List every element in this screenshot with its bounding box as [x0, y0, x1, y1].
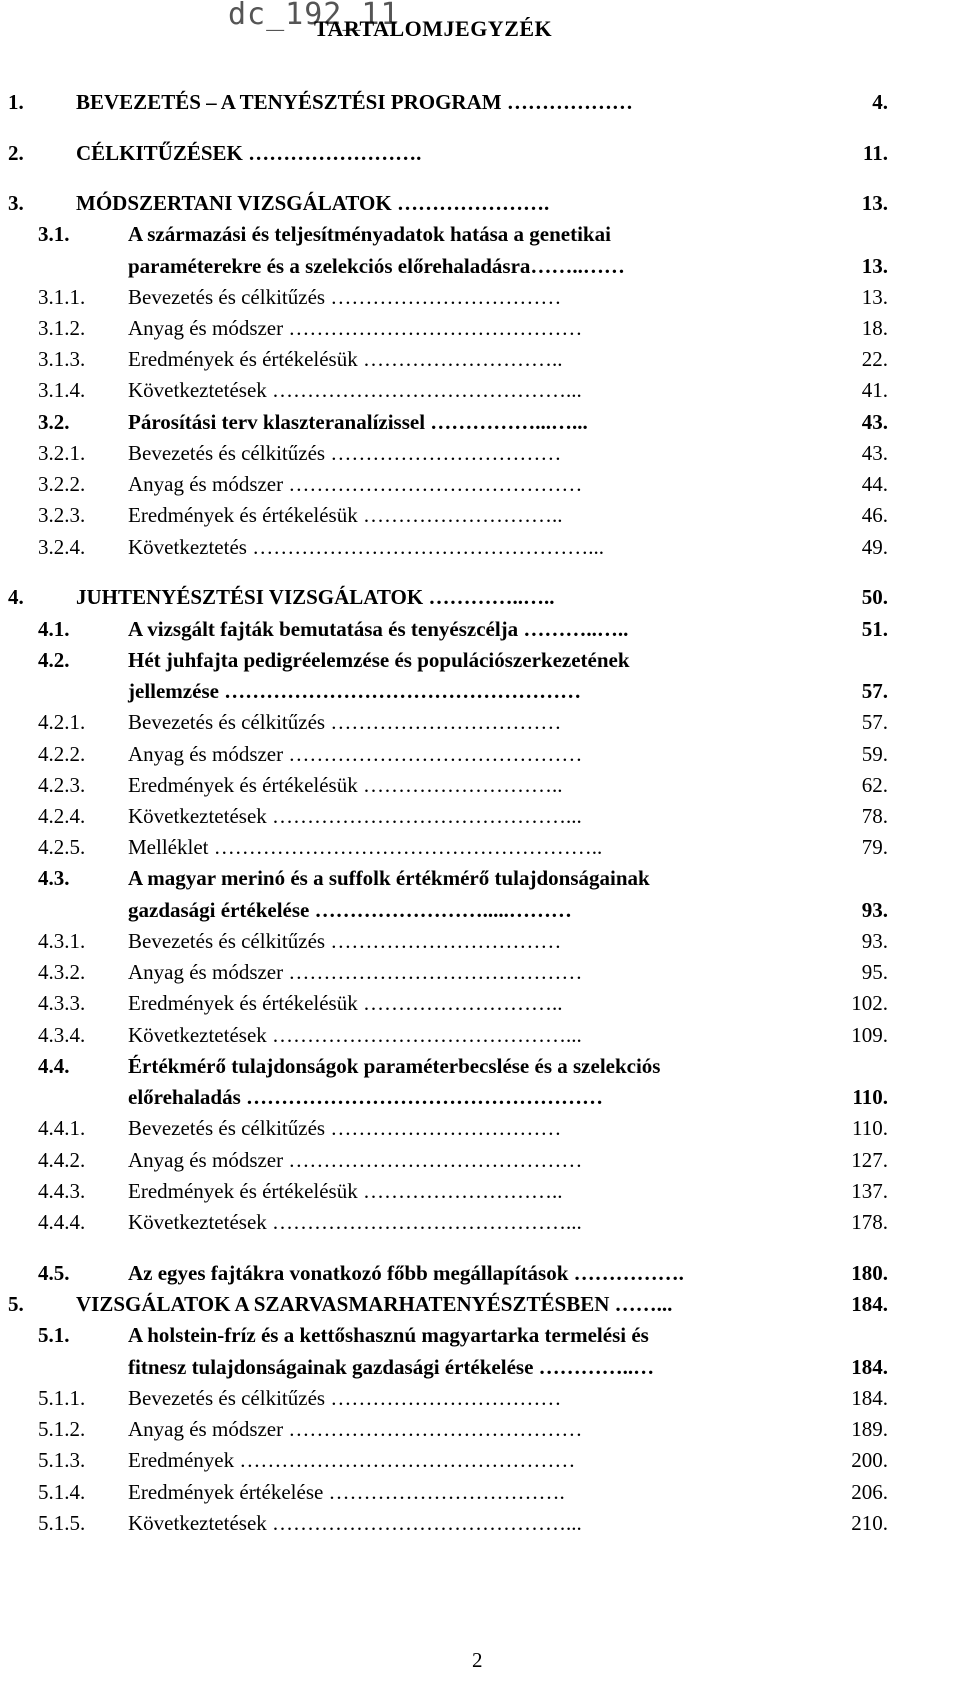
toc-entry-page: 102.: [851, 991, 888, 1015]
toc-entry-title: VIZSGÁLATOK A SZARVASMARHATENYÉSZTÉSBEN ……...: [76, 1292, 673, 1316]
toc-entry-page: 109.: [851, 1023, 888, 1047]
toc-entry: [0, 1259, 960, 1287]
watermark: dc_192_11: [228, 0, 400, 32]
toc-entry-page: 93.: [861, 929, 888, 953]
toc-entry-page: 110.: [852, 1085, 888, 1109]
toc-entry-number: 5.1.2.: [38, 1417, 86, 1441]
toc-entry-number: 4.3.3.: [38, 991, 86, 1015]
toc-entry-page: 13.: [861, 285, 888, 309]
toc-entry: [0, 864, 960, 892]
toc-entry-page: 184.: [851, 1355, 888, 1379]
toc-entry: [0, 533, 960, 561]
toc-entry: [0, 708, 960, 736]
toc-entry-title: Bevezetés és célkitűzés ……………………………: [128, 710, 562, 734]
toc-entry: [0, 1353, 960, 1381]
toc-entry-title: CÉLKITŰZÉSEK …………………….: [76, 141, 422, 165]
toc-entry-number: 4.4.: [38, 1054, 70, 1078]
toc-entry: [0, 1321, 960, 1349]
toc-entry-number: 4.2.4.: [38, 804, 86, 828]
toc-entry-page: 11.: [862, 141, 888, 165]
toc-entry: [0, 615, 960, 643]
toc-entry-page: 57.: [861, 679, 888, 703]
toc-entry: [0, 1415, 960, 1443]
toc-entry-number: 5.1.: [38, 1323, 70, 1347]
toc-entry-title: Bevezetés és célkitűzés ……………………………: [128, 929, 562, 953]
toc-entry-page: 46.: [861, 503, 888, 527]
toc-entry-number: 3.2.1.: [38, 441, 86, 465]
toc-entry-title: Bevezetés és célkitűzés ……………………………: [128, 1386, 562, 1410]
toc-entry-title: Eredmények és értékelésük ………………………..: [128, 347, 563, 371]
toc-entry: [0, 345, 960, 373]
toc-entry-title: BEVEZETÉS – A TENYÉSZTÉSI PROGRAM ………………: [76, 90, 633, 114]
toc-entry-number: 3.1.4.: [38, 378, 86, 402]
toc-entry-number: 4.4.3.: [38, 1179, 86, 1203]
page-number: 2: [472, 1648, 483, 1672]
toc-entry-title: A holstein-fríz és a kettőshasznú magyartarka termelési és: [128, 1323, 649, 1347]
toc-entry-number: 3.1.2.: [38, 316, 86, 340]
toc-entry-number: 4.4.2.: [38, 1148, 86, 1172]
toc-entry-title: Bevezetés és célkitűzés ……………………………: [128, 285, 562, 309]
toc-entry: [0, 439, 960, 467]
toc-entry-title: Értékmérő tulajdonságok paraméterbecslése és a szelekciós: [128, 1054, 661, 1078]
page-title: TARTALOMJEGYZÉK: [314, 16, 553, 41]
toc-entry-title: A származási és teljesítményadatok hatása a genetikai: [128, 222, 611, 246]
toc-entry-title: Anyag és módszer ……………………………………: [128, 1417, 583, 1441]
toc-entry-number: 3.1.1.: [38, 285, 86, 309]
toc-entry-page: 93.: [861, 898, 888, 922]
toc-entry-title: Eredmények és értékelésük ………………………..: [128, 773, 563, 797]
toc-entry-number: 3.2.: [38, 410, 70, 434]
toc-entry-page: 206.: [851, 1480, 888, 1504]
toc-entry-page: 210.: [851, 1511, 888, 1535]
toc-entry: [0, 1384, 960, 1412]
toc-entry: [0, 927, 960, 955]
toc-entry-page: 22.: [861, 347, 888, 371]
toc-entry: [0, 376, 960, 404]
toc-entry-number: 4.3.4.: [38, 1023, 86, 1047]
toc-entry: [0, 1146, 960, 1174]
toc-entry-page: 110.: [852, 1116, 888, 1140]
toc-entry: [0, 1052, 960, 1080]
toc-entry-page: 4.: [872, 90, 888, 114]
toc-entry: [0, 220, 960, 248]
toc-entry: [0, 501, 960, 529]
toc-entry: [0, 408, 960, 436]
toc-entry-page: 51.: [861, 617, 888, 641]
toc-entry-title: MÓDSZERTANI VIZSGÁLATOK ………………….: [76, 191, 550, 215]
toc-entry-title: Melléklet ………………………………………………..: [128, 835, 603, 859]
toc-entry-number: 4.: [8, 585, 24, 609]
toc-entry-page: 43.: [861, 441, 888, 465]
toc-entry-number: 3.2.2.: [38, 472, 86, 496]
toc-entry-title: Következtetések ……………………………………...: [128, 804, 582, 828]
toc-entry: [0, 283, 960, 311]
toc-entry: [0, 677, 960, 705]
toc-entry: [0, 1290, 960, 1318]
toc-entry: [0, 1208, 960, 1236]
toc-entry-page: 79.: [861, 835, 888, 859]
toc-entry-number: 2.: [8, 141, 24, 165]
toc-entry-page: 180.: [851, 1261, 888, 1285]
toc-entry-number: 4.1.: [38, 617, 70, 641]
toc-entry-title: gazdasági értékelése …………………….....………: [128, 898, 572, 922]
toc-entry: [0, 139, 960, 167]
toc-entry: [0, 1509, 960, 1537]
toc-entry-title: Eredmények és értékelésük ………………………..: [128, 503, 563, 527]
toc-entry-title: Anyag és módszer ……………………………………: [128, 316, 583, 340]
toc-entry: [0, 1446, 960, 1474]
toc-entry-number: 4.2.: [38, 648, 70, 672]
toc-entry-title: Anyag és módszer ……………………………………: [128, 472, 583, 496]
toc-entry-number: 3.2.4.: [38, 535, 86, 559]
toc-entry-title: Eredmények és értékelésük ………………………..: [128, 991, 563, 1015]
toc-entry-title: Eredmények …………………………………………: [128, 1448, 576, 1472]
toc-entry-title: Az egyes fajtákra vonatkozó főbb megállapítások …………….: [128, 1261, 684, 1285]
toc-entry-number: 4.5.: [38, 1261, 70, 1285]
toc-entry: [0, 1083, 960, 1111]
toc-entry: [0, 583, 960, 611]
toc-entry-page: 41.: [861, 378, 888, 402]
toc-entry-page: 62.: [861, 773, 888, 797]
toc-entry-page: 200.: [851, 1448, 888, 1472]
toc-entry-title: Párosítási terv klaszteranalízissel ……………...…...: [128, 410, 588, 434]
toc-entry-title: előrehaladás ……………………………………………: [128, 1085, 604, 1109]
toc-entry-title: paraméterekre és a szelekciós előrehaladásra……..……: [128, 254, 625, 278]
toc-entry-page: 95.: [861, 960, 888, 984]
toc-entry-number: 4.4.1.: [38, 1116, 86, 1140]
toc-entry-page: 50.: [861, 585, 888, 609]
toc-entry-page: 178.: [851, 1210, 888, 1234]
toc-entry-title: Eredmények értékelése …………………………….: [128, 1480, 565, 1504]
toc-entry: [0, 189, 960, 217]
toc-entry: [0, 771, 960, 799]
toc-entry-page: 127.: [851, 1148, 888, 1172]
toc-entry: [0, 252, 960, 280]
toc-entry-title: Anyag és módszer ……………………………………: [128, 742, 583, 766]
toc-entry-title: Következtetések ……………………………………...: [128, 1023, 582, 1047]
toc-entry-number: 1.: [8, 90, 24, 114]
toc-entry-page: 78.: [861, 804, 888, 828]
toc-entry-number: 3.1.: [38, 222, 70, 246]
toc-entry-page: 189.: [851, 1417, 888, 1441]
toc-entry: [0, 646, 960, 674]
toc-entry-title: Bevezetés és célkitűzés ……………………………: [128, 1116, 562, 1140]
toc-entry-page: 18.: [861, 316, 888, 340]
toc-entry-title: Következtetések ……………………………………...: [128, 1210, 582, 1234]
toc-entry-number: 4.2.2.: [38, 742, 86, 766]
toc-entry-page: 57.: [861, 710, 888, 734]
toc-entry: [0, 802, 960, 830]
toc-entry: [0, 470, 960, 498]
toc-entry: [0, 896, 960, 924]
toc-entry-number: 5.: [8, 1292, 24, 1316]
toc-entry: [0, 1021, 960, 1049]
toc-entry-number: 4.2.3.: [38, 773, 86, 797]
toc-entry-page: 13.: [861, 191, 888, 215]
toc-entry-number: 5.1.3.: [38, 1448, 86, 1472]
toc-entry-number: 4.4.4.: [38, 1210, 86, 1234]
toc-entry-page: 13.: [861, 254, 888, 278]
toc-entry: [0, 314, 960, 342]
toc-entry-number: 3.1.3.: [38, 347, 86, 371]
toc-entry-title: JUHTENYÉSZTÉSI VIZSGÁLATOK …………..…..: [76, 585, 555, 609]
toc-entry: [0, 1177, 960, 1205]
toc-entry: [0, 833, 960, 861]
toc-entry-title: Anyag és módszer ……………………………………: [128, 1148, 583, 1172]
toc-entry-page: 49.: [861, 535, 888, 559]
toc-entry: [0, 740, 960, 768]
toc-entry-number: 4.3.2.: [38, 960, 86, 984]
toc-entry-number: 4.2.1.: [38, 710, 86, 734]
toc-entry-title: Anyag és módszer ……………………………………: [128, 960, 583, 984]
toc-entry-page: 137.: [851, 1179, 888, 1203]
toc-entry: [0, 88, 960, 116]
toc-entry-title: Következtetések ……………………………………...: [128, 1511, 582, 1535]
toc-entry-title: Következtetések ……………………………………...: [128, 378, 582, 402]
toc-entry-page: 43.: [861, 410, 888, 434]
toc-entry-title: Bevezetés és célkitűzés ……………………………: [128, 441, 562, 465]
toc-entry-number: 3.2.3.: [38, 503, 86, 527]
toc-entry-number: 4.3.: [38, 866, 70, 890]
toc-entry-number: 5.1.5.: [38, 1511, 86, 1535]
toc-entry-title: fitnesz tulajdonságainak gazdasági értékelése …………..…: [128, 1355, 655, 1379]
toc-entry-number: 5.1.4.: [38, 1480, 86, 1504]
toc-entry-page: 44.: [861, 472, 888, 496]
toc-entry-page: 59.: [861, 742, 888, 766]
toc-entry: [0, 989, 960, 1017]
toc-entry-page: 184.: [851, 1386, 888, 1410]
toc-entry: [0, 1478, 960, 1506]
toc-entry: [0, 958, 960, 986]
toc-entry-title: Hét juhfajta pedigréelemzése és populációszerkezetének: [128, 648, 630, 672]
toc-entry-title: Eredmények és értékelésük ………………………..: [128, 1179, 563, 1203]
toc-entry-number: 4.3.1.: [38, 929, 86, 953]
toc-entry-title: A vizsgált fajták bemutatása és tenyészcélja ………..…..: [128, 617, 629, 641]
toc-entry-title: A magyar merinó és a suffolk értékmérő tulajdonságainak: [128, 866, 650, 890]
toc-entry-number: 4.2.5.: [38, 835, 86, 859]
toc-entry-number: 3.: [8, 191, 24, 215]
toc-entry-number: 5.1.1.: [38, 1386, 86, 1410]
toc-entry: [0, 1114, 960, 1142]
toc-entry-title: Következtetés …………………………………………...: [128, 535, 604, 559]
toc-entry-title: jellemzése ……………………………………………: [128, 679, 582, 703]
toc-entry-page: 184.: [851, 1292, 888, 1316]
